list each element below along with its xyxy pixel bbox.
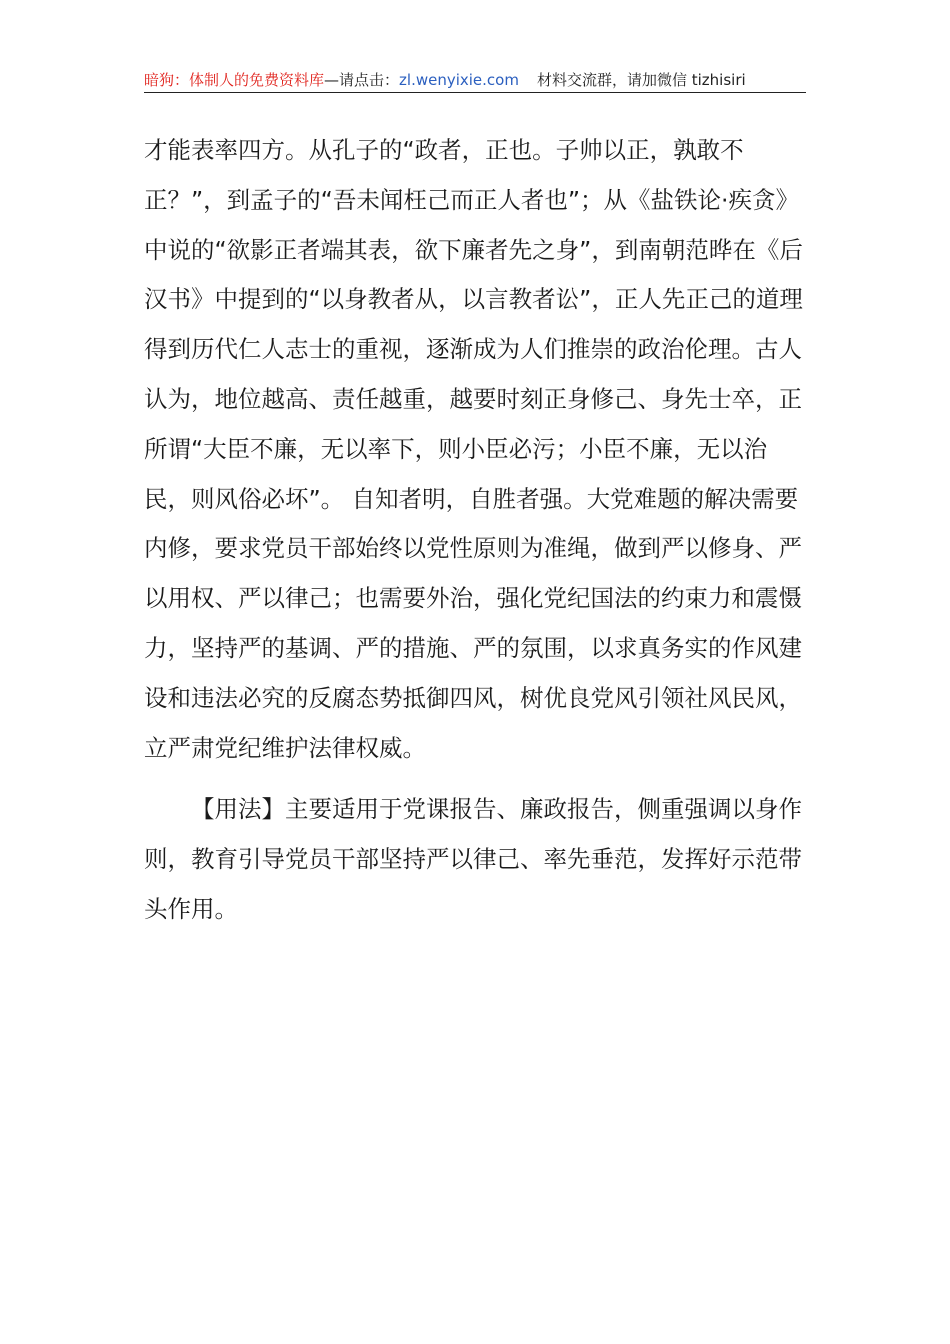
header-brand: 暗狗：体制人的免费资料库: [144, 71, 325, 89]
usage-paragraph: 【用法】主要适用于党课报告、廉政报告，侧重强调以身作则，教育引导党员干部坚持严以律己、率先垂范，发挥好示范带头作用。: [144, 795, 802, 923]
header-contact: 材料交流群，请加微信 tizhisiri: [536, 71, 746, 89]
header-link[interactable]: zl.wenyixie.com: [399, 71, 519, 89]
page-header: [144, 68, 806, 93]
header-separator: —请点击：: [324, 71, 400, 89]
document-body: [144, 126, 812, 935]
body-paragraph: 才能表率四方。从孔子的“政者，正也。子帅以正，孰敢不正？”，到孟子的“吾未闻枉己而正人者也”；从《盐铁论·疾贪》中说的“欲影正者端其表，欲下廉者先之身”，到南朝范晔在《后汉书》中提到的“以身教者从，以言教者讼”，正人先正己的道理得到历代仁人志士的重视，逐渐成为人们推崇的政治伦理。古人认为，地位越高、责任越重，越要时刻正身修己、身先士卒，正所谓“大臣不廉，无以率下，则小臣必污；小臣不廉，无以治民，则风俗必坏”。 自知者明，自胜者强。大党难题的解决需要内修，要求党员干部始终以党性原则为准绳，做到严以修身、严以用权、严以律己；也需要外治，强化党纪国法的约束力和震慑力，坚持严的基调、严的措施、严的氛围，以求真务实的作风建设和违法必究的反腐态势抵御四风，树优良党风引领社风民风，立严肃党纪维护法律权威。: [144, 136, 803, 762]
